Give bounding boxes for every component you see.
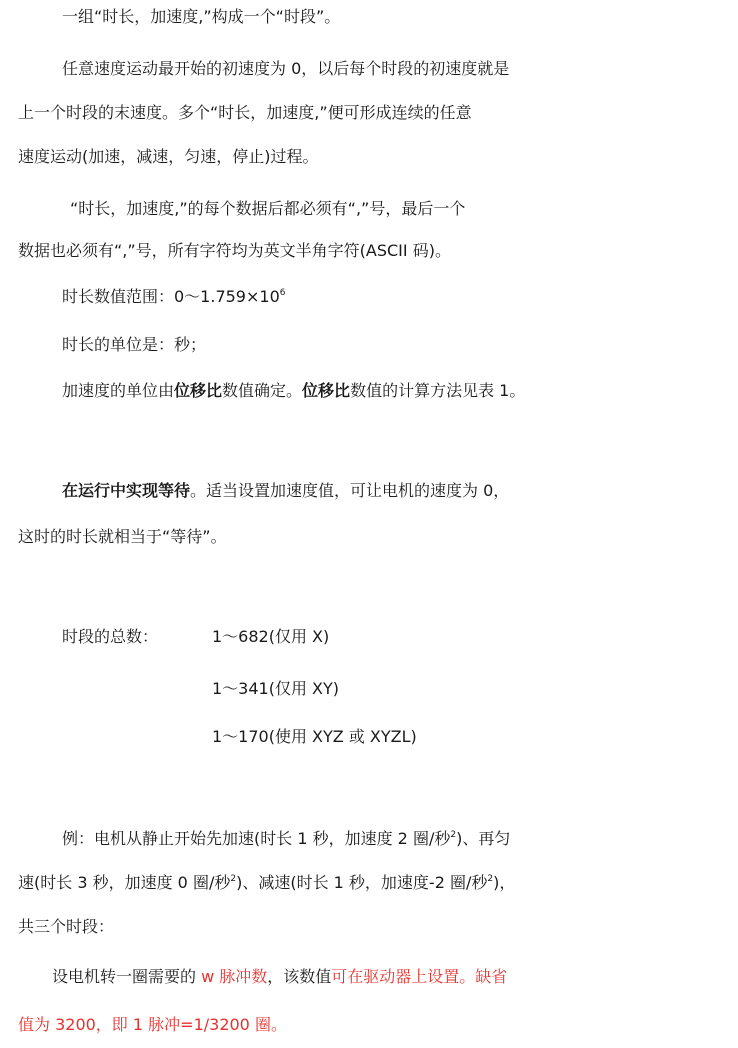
example-line2	[18, 873, 515, 893]
pulse-text-d-red: 可在驱动器上设置。缺省	[331, 967, 508, 986]
segment-total-x-text: 1～682(仅用 X)	[212, 627, 330, 646]
wait-text-rest: 。适当设置加速度值，可让电机的速度为 0，	[190, 481, 510, 500]
segment-total-xyz	[212, 727, 417, 747]
pulse-text-a: 设电机转一圈需要的	[52, 967, 202, 986]
accel-unit-bold-2: 位移比	[302, 381, 351, 400]
example-text-1a: 例：电机从静止开始先加速(时长 1 秒，加速度 2 圈/秒	[62, 829, 451, 848]
pulse-text-c: ，该数值	[267, 967, 332, 986]
segment-total-xy	[212, 679, 339, 699]
wait-heading-bold: 在运行中实现等待	[62, 481, 191, 500]
segment-total-label	[62, 627, 158, 647]
example-exponent-1: 2	[450, 830, 457, 840]
accel-unit-text-a: 加速度的单位由	[62, 381, 175, 400]
segment-definition-text: 一组“时长，加速度,”构成一个“时段”。	[62, 7, 341, 26]
segment-total-xy-text: 1～341(仅用 XY)	[212, 679, 340, 698]
initial-speed-text-2: 上一个时段的末速度。多个“时长，加速度,”便可形成连续的任意	[18, 103, 472, 122]
pulse-line1	[52, 967, 507, 987]
example-text-2a: 速(时长 3 秒，加速度 0 圈/秒	[18, 873, 231, 892]
initial-speed-text-1: 任意速度运动最开始的初速度为 0，以后每个时段的初速度就是	[62, 59, 510, 78]
example-text-3: 共三个时段：	[18, 917, 115, 936]
pulse-line2	[18, 1015, 287, 1035]
example-line3	[18, 917, 114, 937]
comma-rule-text-1: “时长，加速度,”的每个数据后都必须有“,”号，最后一个	[70, 199, 466, 218]
segment-total-x	[212, 627, 329, 647]
example-text-1b: )、再匀	[456, 829, 511, 848]
duration-range-exponent: 6	[279, 288, 286, 298]
example-text-2b: )、减速(时长 1 秒，加速度-2 圈/秒	[236, 873, 488, 892]
pulse-text-default-red: 值为 3200，即 1 脉冲=1/3200 圈。	[18, 1015, 287, 1034]
pulse-text-w-red: w 脉冲数	[201, 967, 268, 986]
segment-total-xyz-text: 1～170(使用 XYZ 或 XYZL)	[212, 727, 417, 746]
example-exponent-2: 2	[230, 874, 237, 884]
duration-range	[62, 287, 286, 307]
para-comma-rule-line2	[18, 241, 451, 261]
duration-range-text: 时长数值范围：0～1.759×10	[62, 287, 280, 306]
example-line1	[62, 829, 510, 849]
duration-unit	[62, 335, 206, 355]
para-comma-rule-line1	[70, 199, 465, 219]
comma-rule-text-2: 数据也必须有“,”号，所有字符均为英文半角字符(ASCII 码)。	[18, 241, 451, 260]
para-initial-speed-line1	[62, 59, 509, 79]
acceleration-unit	[62, 381, 525, 401]
para-wait-line2	[18, 527, 227, 547]
para-initial-speed-line2	[18, 103, 472, 123]
segment-total-label-text: 时段的总数：	[62, 627, 159, 646]
initial-speed-text-3: 速度运动(加速，减速，匀速，停止)过程。	[18, 147, 319, 166]
para-segment-definition	[62, 7, 340, 27]
example-exponent-3: 2	[487, 874, 494, 884]
accel-unit-text-e: 数值的计算方法见表 1。	[350, 381, 526, 400]
para-initial-speed-line3	[18, 147, 319, 167]
accel-unit-bold-1: 位移比	[174, 381, 223, 400]
para-wait-line1	[62, 481, 509, 501]
accel-unit-text-c: 数值确定。	[222, 381, 303, 400]
wait-text-2: 这时的时长就相当于“等待”。	[18, 527, 227, 546]
example-text-2c: )，	[493, 873, 516, 892]
duration-unit-text: 时长的单位是：秒；	[62, 335, 207, 354]
